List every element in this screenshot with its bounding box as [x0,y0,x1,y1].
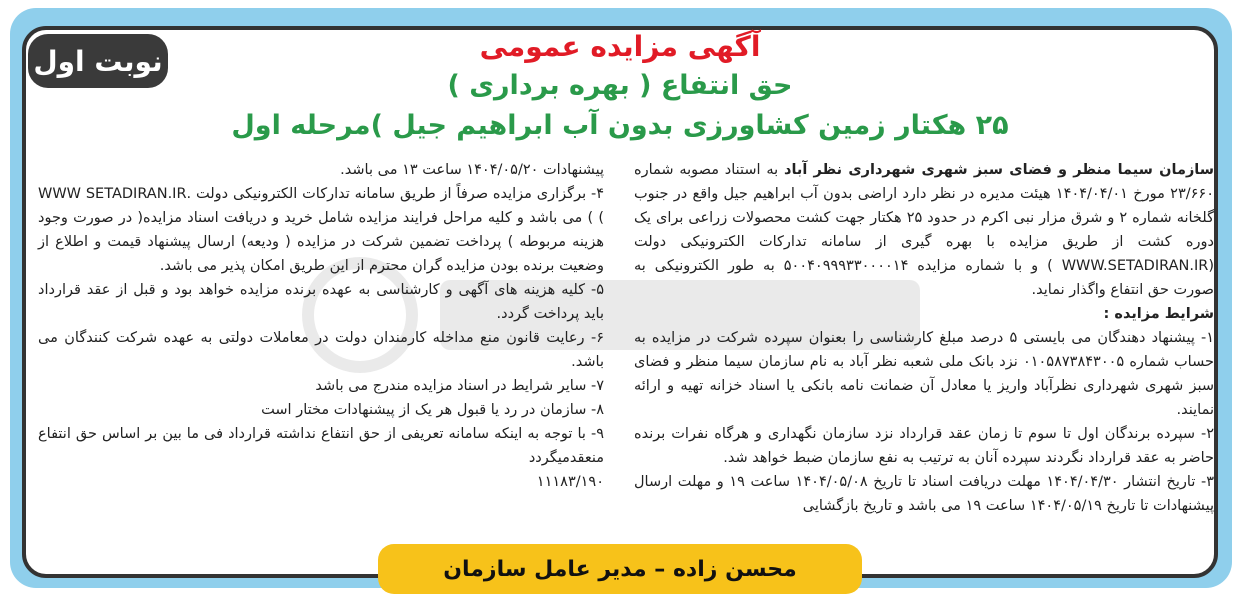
condition-item: ۷- سایر شرایط در اسناد مزایده مندرج می باشد [315,378,604,394]
title-block [180,28,1060,146]
condition-item: پیشنهادات ۱۴۰۴/۰۵/۲۰ ساعت ۱۳ می باشد. [340,162,604,178]
intro-paragraph [634,158,1214,302]
intro-text: به استناد مصوبه شماره ۲۳/۶۶۰ مورخ ۱۴۰۴/۰۴/۰۱ هیئت مدیره در نظر دارد اراضی بدون آب ابراهیم جیل واقع در جنوب گلخانه شماره ۲ و شرق مزار نبی اکرم در حدود ۲۵ هکتار جهت کشت محصولات زراعی برای یک دوره کشت از طریق مزایده با بهره گیری از سامانه تدارکات الکترونیکی دولت (WWW.SETADIRAN.IR ) و با شماره مزایده ۵۰۰۴۰۹۹۹۳۳۰۰۰۰۱۴ به طور الکترونیکی به صورت حق انتفاع واگذار نماید. [634,162,1214,298]
title-line-3: ۲۵ هکتار زمین کشاورزی بدون آب ابراهیم جیل )مرحله اول [231,110,1009,141]
title-line-1: آگهی مزایده عمومی [479,30,761,63]
condition-item: ۱- پیشنهاد دهندگان می بایستی ۵ درصد مبلغ کارشناسی را بعنوان سپرده شرکت در مزایده به حساب شماره ۰۱۰۵۸۷۳۸۴۳۰۰۵ نزد بانک ملی شعبه نظر آباد به نام سازمان سیما منظر و فضای سبز شهری شهرداری نظرآباد واریز یا معادل آن ضمانت نامه بانکی یا اسناد خزانه تهیه و ارائه نمایند. [634,330,1215,418]
condition-item: ۶- رعایت قانون منع مداخله کارمندان دولت در معاملات دولتی به عهده شرکت کنندگان می باشد. [38,330,604,370]
condition-item: ۹- با توجه به اینکه سامانه تعریفی از حق انتفاع نداشته قرارداد فی ما بین بر اساس حق انتفاع منعقدمیگردد [38,426,604,466]
edition-badge: نوبت اول [28,34,168,88]
condition-item: ۳- تاریخ انتشار ۱۴۰۴/۰۴/۳۰ مهلت دریافت اسناد تا تاریخ ۱۴۰۴/۰۵/۰۸ ساعت ۱۹ و مهلت ارسال پیشنهادات تا تاریخ ۱۴۰۴/۰۵/۱۹ ساعت ۱۹ می باشد و تاریخ بازگشایی [634,474,1214,514]
condition-item: ۸- سازمان در رد یا قبول هر یک از پیشنهادات مختار است [261,402,604,418]
condition-item: ۲- سپرده برندگان اول تا سوم تا زمان عقد قرارداد نزد سازمان نگهداری و هرگاه نفرات برنده حاضر به عقد قرارداد نگردند سپرده آنان به ترتیب به نفع سازمان ضبط خواهد شد. [634,426,1214,466]
reference-number: ۱۱۱۸۳/۱۹۰ [536,474,604,490]
title-line-2: حق انتفاع ( بهره برداری ) [447,70,793,101]
right-column [634,158,1214,518]
signature-banner: محسن زاده – مدیر عامل سازمان [378,544,862,594]
conditions-heading: شرایط مزایده : [1103,306,1214,322]
condition-item: ۵- کلیه هزینه های آگهی و کارشناسی به عهده برنده مزایده خواهد بود و قبل از عقد قرارداد باید پرداخت گردد. [38,282,604,322]
left-column [38,158,604,494]
condition-item: ۴- برگزاری مزایده صرفاً از طریق سامانه تدارکات الکترونیکی دولت .WWW SETADIRAN.IR ) ) می باشد و کلیه مراحل فرایند مزایده شامل خرید و دریافت اسناد مزایده( در صورت وجود هزینه مربوطه ) پرداخت تضمین شرکت در مزایده ( ودیعه) ارسال پیشنهاد قیمت و اطلاع از وضعیت برنده بودن مزایده گران محترم از این طریق امکان پذیر می باشد. [38,186,604,274]
organization-name: سازمان سیما منظر و فضای سبز شهری شهرداری نظر آباد [784,162,1215,178]
